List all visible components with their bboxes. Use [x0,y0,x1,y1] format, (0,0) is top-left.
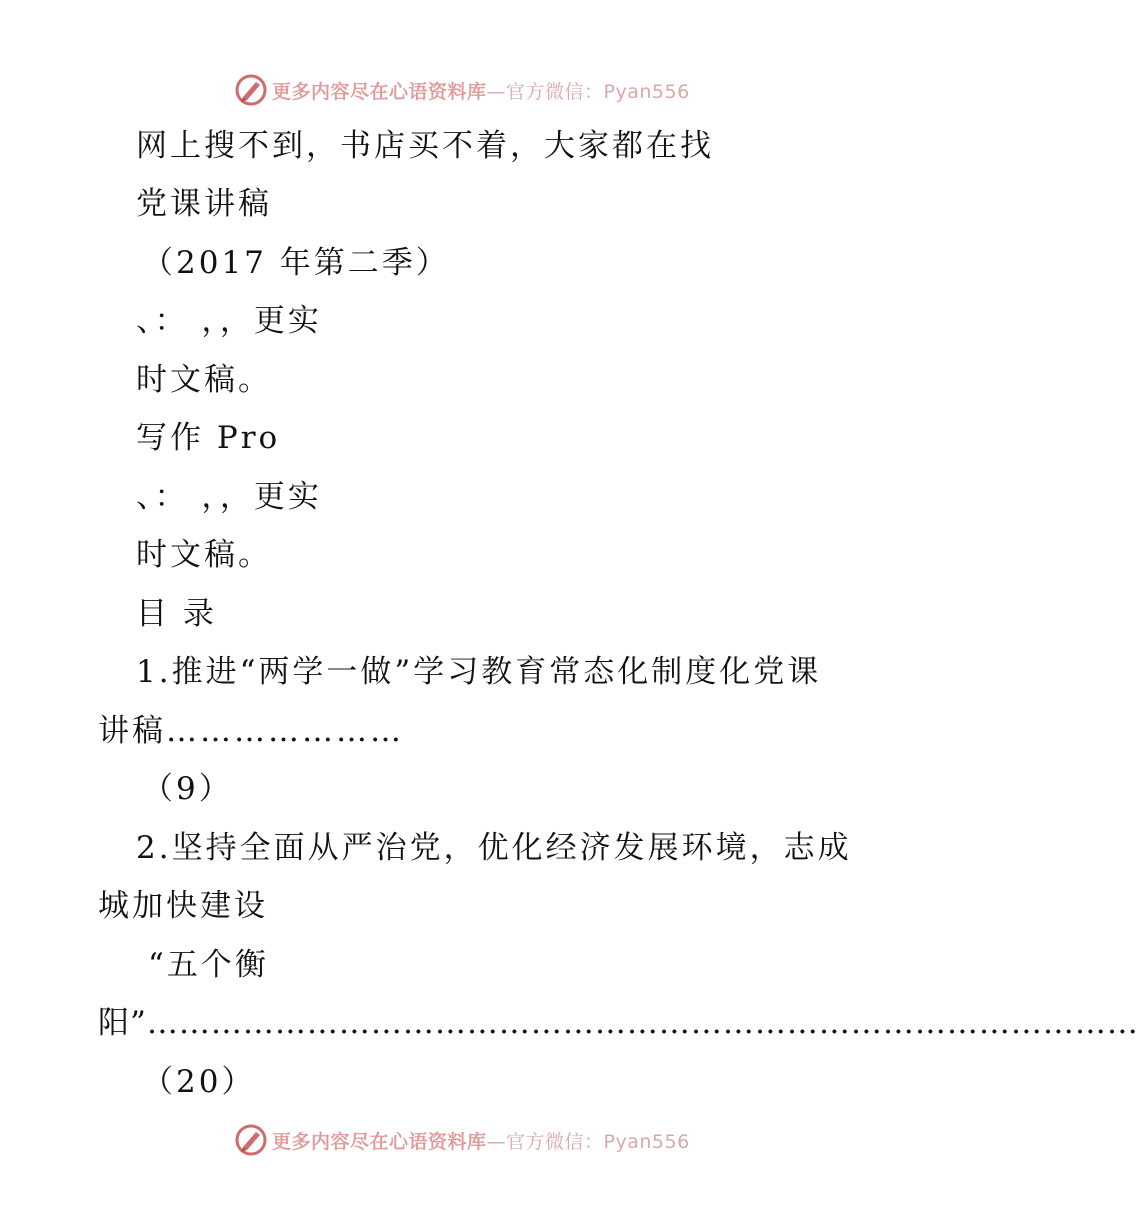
toc-entry-continuation: 阳”………………………………………………………………………………… [98,1005,1139,1041]
fragment-line: 时文稿。 [136,362,272,398]
pen-logo-icon [234,73,268,107]
toc-entry-continuation: “五个衡 [148,947,269,983]
document-title: 党课讲稿 [136,186,272,222]
watermark-text [272,1127,690,1154]
toc-entry: 2.坚持全面从严治党，优化经济发展环境，志成 [136,830,852,866]
watermark-main-text: 更多内容尽在心语资料库 [272,1130,487,1153]
header-watermark [234,72,690,108]
toc-page-number: （20） [142,1064,256,1100]
toc-page-number: （9） [142,771,233,807]
document-subtitle: （2017 年第二季） [142,245,450,281]
intro-line: 网上搜不到，书店买不着，大家都在找 [136,128,714,164]
pen-logo-icon [234,1123,268,1157]
footer-watermark [234,1122,690,1158]
watermark-sub-text: —官方微信：Pyan556 [486,1130,690,1153]
watermark-text [272,77,690,104]
watermark-sub-text: —官方微信：Pyan556 [486,80,690,103]
fragment-line: 、： ，，更实 [136,479,322,515]
toc-entry-continuation: 城加快建设 [98,888,268,924]
fragment-line: 时文稿。 [136,537,272,573]
toc-heading: 目 录 [136,596,217,632]
toc-entry-continuation: 讲稿………………… [98,713,404,749]
toc-entry: 1.推进“两学一做”学习教育常态化制度化党课 [136,654,822,690]
watermark-main-text: 更多内容尽在心语资料库 [272,80,487,103]
fragment-line: 、： ，，更实 [136,303,322,339]
fragment-line: 写作 Pro [136,420,281,456]
